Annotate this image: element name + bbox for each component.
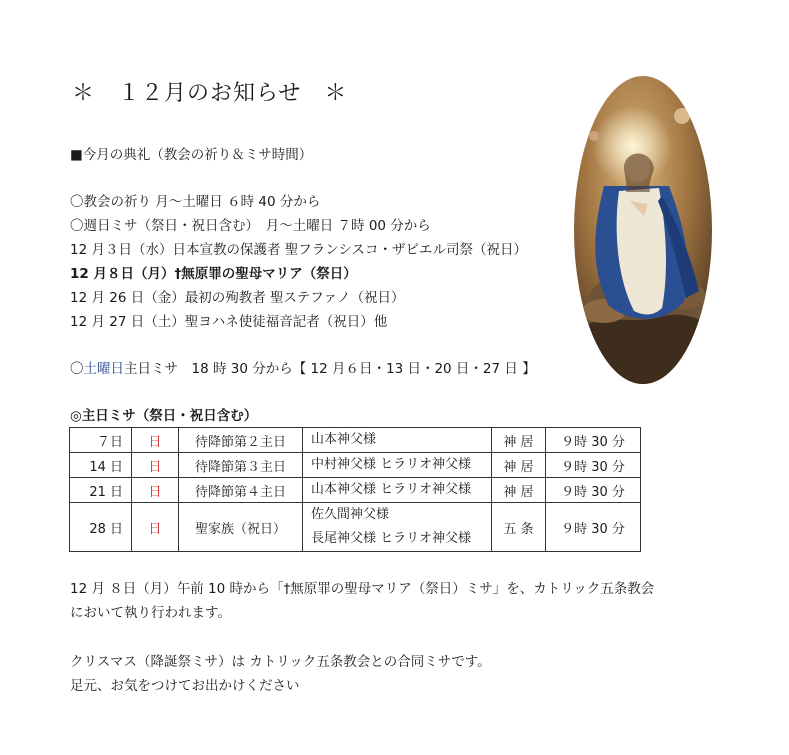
time-cell: ９時 30 分 [546,453,641,478]
saturday-highlight: 土曜日 [83,361,124,377]
day-cell: 28 日 [70,503,132,552]
priest-cell: 中村神父様 ヒラリオ神父様 [303,453,492,478]
sunday-mass-heading: ◎主日ミサ（祭日・祝日含む） [70,408,258,424]
table-row [70,478,641,503]
priest-cell: 山本神父様 [303,428,492,453]
priest-line-2: 長尾神父様 ヒラリオ神父様 [311,531,472,546]
dec26-line: 12 月 26 日（金）最初の殉教者 聖ステファノ（祝日） [70,290,405,306]
weekday-cell: 日 [132,453,179,478]
place-cell: 神 居 [492,428,546,453]
dec27-line: 12 月 27 日（土）聖ヨハネ使徒福音記者（祝日）他 [70,314,388,330]
note-2-line-1: クリスマス（降誕祭ミサ）は カトリック五条教会との合同ミサです。 [70,654,491,670]
feast-cell: 聖家族（祝日） [179,503,303,552]
table-row [70,428,641,453]
madonna-image [574,76,712,384]
dec8-line: 12 月８日（月）†無原罪の聖母マリア（祭日） [70,266,357,282]
table-row [70,453,641,478]
weekday-mass-line: 〇週日ミサ（祭日・祝日含む） 月～土曜日 ７時 00 分から [70,218,431,234]
time-cell: ９時 30 分 [546,503,641,552]
day-cell: ７日 [70,428,132,453]
page-title: ＊ １２月のお知らせ ＊ [72,81,348,106]
dec3-line: 12 月３日（水）日本宣教の保護者 聖フランシスコ・ザビエル司祭（祝日） [70,242,528,258]
feast-cell: 待降節第４主日 [179,478,303,503]
immaculate-conception-painting [574,76,712,384]
saturday-rest: 主日ミサ 18 時 30 分から【 12 月６日・13 日・20 日・27 日 】 [124,361,536,377]
feast-cell: 待降節第２主日 [179,428,303,453]
weekday-cell: 日 [132,428,179,453]
priest-cell: 山本神父様 ヒラリオ神父様 [303,478,492,503]
day-cell: 14 日 [70,453,132,478]
note-2-line-2: 足元、お気をつけてお出かけください [70,678,300,694]
sunday-mass-table [69,427,641,552]
place-cell: 五 条 [492,503,546,552]
note-1-line-2: において執り行われます。 [70,605,231,621]
day-cell: 21 日 [70,478,132,503]
time-cell: ９時 30 分 [546,478,641,503]
priest-line-1: 佐久間神父様 [311,507,390,522]
weekday-cell: 日 [132,503,179,552]
feast-cell: 待降節第３主日 [179,453,303,478]
place-cell: 神 居 [492,478,546,503]
place-cell: 神 居 [492,453,546,478]
section-heading: ■今月の典礼（教会の祈り＆ミサ時間） [70,147,313,163]
saturday-prefix: 〇 [70,361,84,377]
saturday-mass-line [70,357,536,377]
note-1-line-1: 12 月 ８日（月）午前 10 時から「†無原罪の聖母マリア（祭日）ミサ」を、カトリック五条教会 [70,581,655,597]
weekday-cell: 日 [132,478,179,503]
table-row [70,503,641,552]
time-cell: ９時 30 分 [546,428,641,453]
prayer-time-line: 〇教会の祈り 月～土曜日 ６時 40 分から [70,194,321,210]
priest-cell [303,503,492,552]
